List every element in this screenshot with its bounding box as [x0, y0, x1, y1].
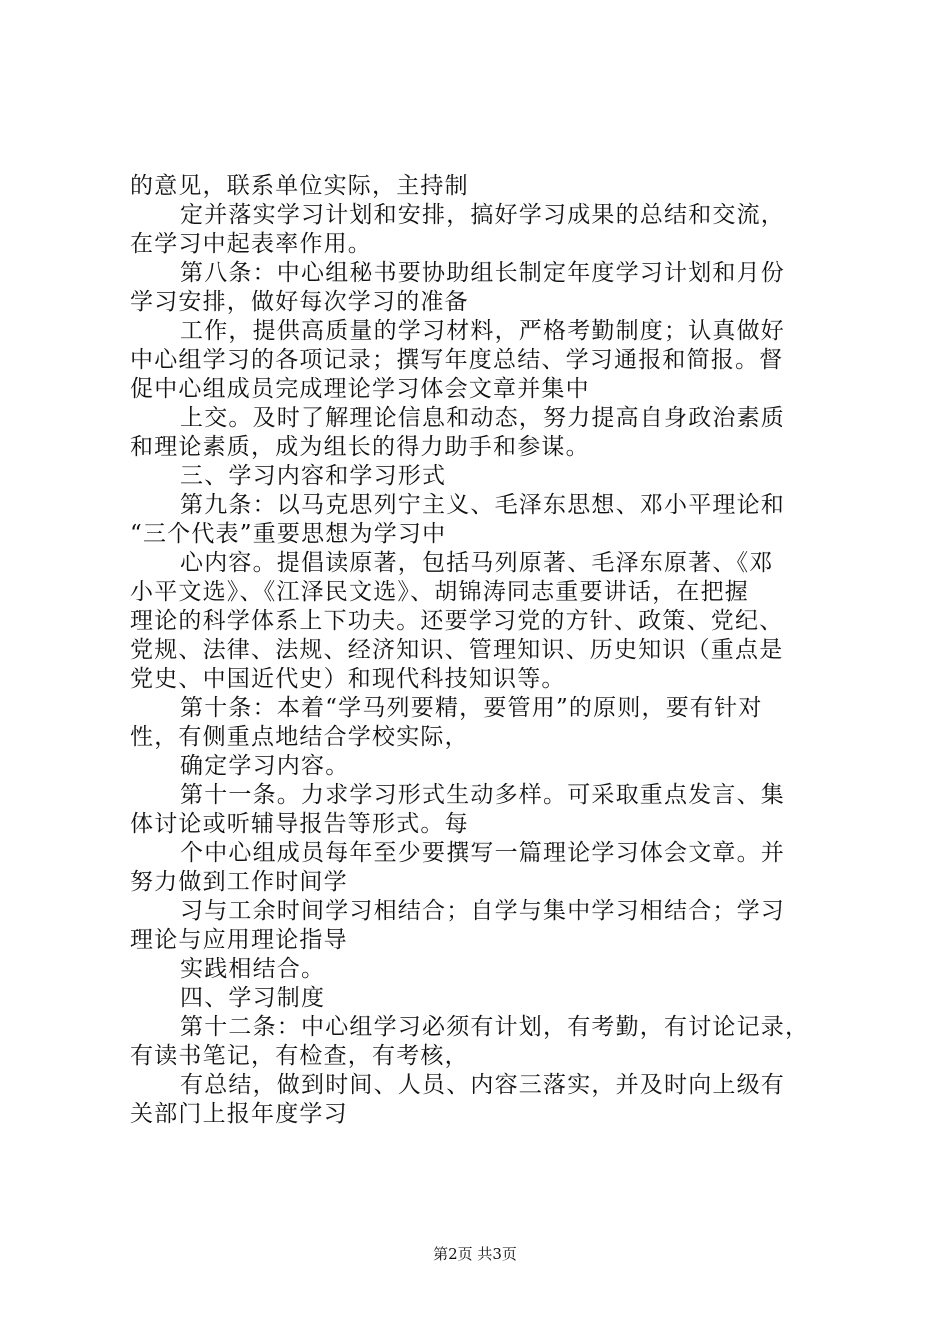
text-line: 三、学习内容和学习形式: [180, 463, 447, 489]
text-line: 理论与应用理论指导: [130, 927, 348, 953]
text-line: 理论的科学体系上下功夫。还要学习党的方针、政策、党纪、: [130, 608, 784, 634]
text-line: 努力做到工作时间学: [130, 869, 348, 895]
text-line: 有总结，做到时间、人员、内容三落实，并及时向上级有: [180, 1072, 785, 1098]
text-line: 党规、法律、法规、经济知识、管理知识、历史知识（重点是: [130, 637, 784, 663]
text-line: 第十一条。力求学习形式生动多样。可采取重点发言、集: [180, 782, 785, 808]
text-line: 第八条：中心组秘书要协助组长制定年度学习计划和月份: [180, 260, 785, 286]
page-footer: [0, 1244, 950, 1264]
text-line: 第十条：本着“学马列要精，要管用”的原则，要有针对: [180, 695, 763, 721]
text-line: 工作，提供高质量的学习材料，严格考勤制度；认真做好: [180, 318, 785, 344]
text-line: 定并落实学习计划和安排，搞好学习成果的总结和交流，: [180, 202, 785, 228]
text-line: 第九条：以马克思列宁主义、毛泽东思想、邓小平理论和: [180, 492, 785, 518]
text-line: 体讨论或听辅导报告等形式。每: [130, 811, 469, 837]
text-line: 心内容。提倡读原著，包括马列原著、毛泽东原著、《邓: [180, 550, 774, 576]
text-line: 中心组学习的各项记录；撰写年度总结、学习通报和简报。督: [130, 347, 784, 373]
text-line: 实践相结合。: [180, 956, 326, 982]
text-line: 个中心组成员每年至少要撰写一篇理论学习体会文章。并: [180, 840, 785, 866]
page-number: 第2页 共3页: [433, 1245, 517, 1263]
text-line: 有读书笔记，有检查，有考核，: [130, 1043, 469, 1069]
text-line: 关部门上报年度学习: [130, 1101, 348, 1127]
text-line: 第十二条：中心组学习必须有计划，有考勤，有讨论记录，: [180, 1014, 810, 1040]
text-line: 促中心组成员完成理论学习体会文章并集中: [130, 376, 590, 402]
text-line: 和理论素质，成为组长的得力助手和参谋。: [130, 434, 590, 460]
text-line: “三个代表”重要思想为学习中: [130, 521, 447, 547]
text-line: 的意见，联系单位实际，主持制: [130, 173, 469, 199]
text-line: 确定学习内容。: [180, 753, 350, 779]
text-line: 在学习中起表率作用。: [130, 231, 372, 257]
text-line: 性，有侧重点地结合学校实际，: [130, 724, 469, 750]
document-body: [130, 172, 830, 1129]
text-line: 学习安排，做好每次学习的准备: [130, 289, 469, 315]
text-line: 上交。及时了解理论信息和动态，努力提高自身政治素质: [180, 405, 785, 431]
text-line: 小平文选》、《江泽民文选》、胡锦涛同志重要讲话，在把握: [130, 579, 749, 605]
text-line: 四、学习制度: [180, 985, 326, 1011]
text-line: 党史、中国近代史）和现代科技知识等。: [130, 666, 566, 692]
text-line: 习与工余时间学习相结合；自学与集中学习相结合；学习: [180, 898, 785, 924]
